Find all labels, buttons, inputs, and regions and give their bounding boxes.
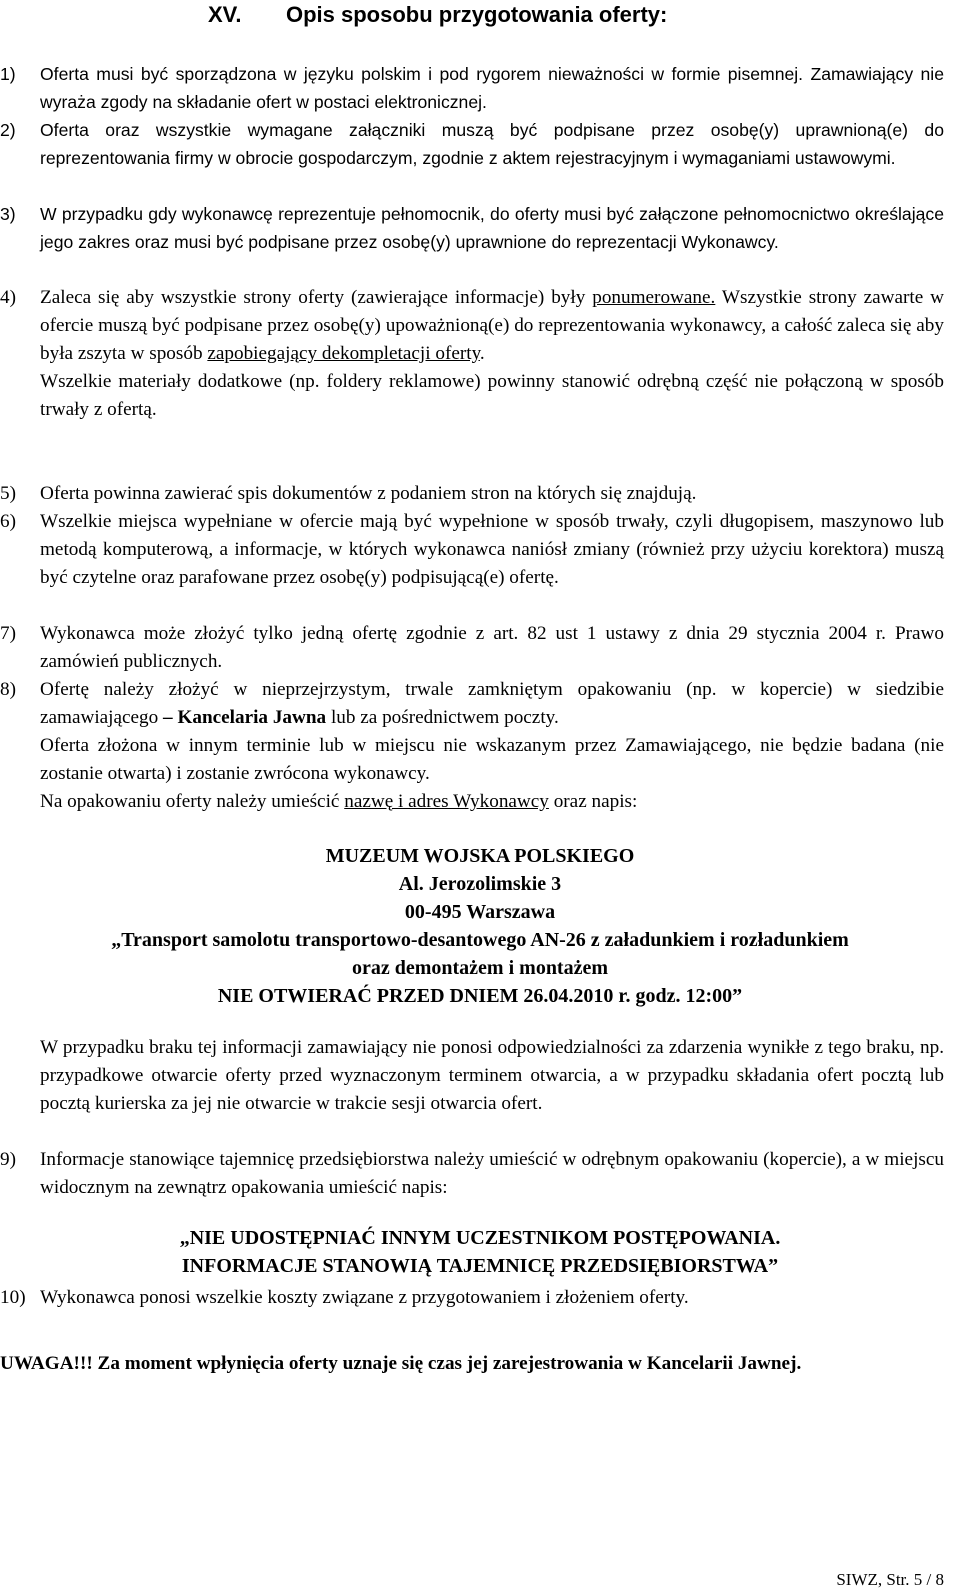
- warning-note: UWAGA!!! Za moment wpłynięcia oferty uznaje się czas jej zarejestrowania w Kancelarii Jawnej.: [0, 1353, 802, 1374]
- envelope-line: „Transport samolotu transportowo-desantowego AN-26 z załadunkiem i rozładunkiem: [111, 929, 849, 951]
- list-item-9: 9) Informacje stanowiące tajemnicę przedsiębiorstwa należy umieścić w odrębnym opakowaniu (kopercie), a w miejscu widocznym na zewnątrz opakowania umieścić napis:: [0, 1146, 944, 1202]
- list-item-text: Oferta musi być sporządzona w języku polskim i pod rygorem nieważności w formie pisemnej. Zamawiający nie wyraża zgody na składanie ofert w postaci elektronicznej.: [40, 64, 944, 112]
- list-item-6: 6) Wszelkie miejsca wypełniane w ofercie mają być wypełnione w sposób trwały, czyli długopisem, maszynowo lub metodą komputerową, a informacje, w których wykonawca naniósł zmiany (również przy użyciu korektora) muszą być czytelne oraz parafowane przez osobę(y) podpisującą(e) ofertę.: [0, 508, 944, 592]
- list-item-text: W przypadku gdy wykonawcę reprezentuje pełnomocnik, do oferty musi być załączone pełnomocnictwo określające jego zakres oraz musi być podpisane przez osobę(y) uprawnione do reprezentacji Wykonawcy.: [40, 204, 944, 252]
- list-item-paragraph: Na opakowaniu oferty należy umieścić nazwę i adres Wykonawcy oraz napis:: [40, 791, 638, 812]
- list-item-3: 3) W przypadku gdy wykonawcę reprezentuje pełnomocnik, do oferty musi być załączone pełnomocnictwo określające jego zakres oraz musi być podpisane przez osobę(y) uprawnione do reprezentacji Wykonawcy.: [0, 200, 944, 256]
- envelope-line: 00-495 Warszawa: [404, 901, 556, 923]
- section-title: Opis sposobu przygotowania oferty:: [286, 2, 668, 27]
- list-item-7: 7) Wykonawca może złożyć tylko jedną ofertę zgodnie z art. 82 ust 1 ustawy z dnia 29 stycznia 2004 r. Prawo zamówień publicznych.: [0, 620, 944, 676]
- list-item-text: Informacje stanowiące tajemnicę przedsiębiorstwa należy umieścić w odrębnym opakowaniu (kopercie), a w miejscu widocznym na zewnątrz opakowania umieścić napis:: [40, 1149, 944, 1198]
- list-item-paragraph: Oferta złożona w innym terminie lub w miejscu nie wskazanym przez Zamawiającego, nie będzie badana (nie zostanie otwarta) i zostanie zwrócona wykonawcy.: [40, 735, 944, 784]
- list-item-2: 2) Oferta oraz wszystkie wymagane załączniki muszą być podpisane przez osobę(y) uprawnioną(e) do reprezentowania firmy w obrocie gospodarczym, zgodnie z aktem rejestracyjnym i wymaganiami ustawowymi.: [0, 116, 944, 172]
- envelope-line: MUZEUM WOJSKA POLSKIEGO: [325, 845, 635, 867]
- list-item-text: Oferta powinna zawierać spis dokumentów z podaniem stron na których się znajdują.: [40, 483, 697, 504]
- page-footer: SIWZ, Str. 5 / 8: [836, 1570, 944, 1589]
- list-item-text: Zaleca się aby wszystkie strony oferty (zawierające informacje) były ponumerowane. Wszystkie strony zawarte w ofercie muszą być podpisane przez osobę(y) upoważnioną(e) do reprezentowania wykonawcy, a całość zaleca się aby była zszyta w sposób zapobiegający dekompletacji oferty.: [40, 287, 944, 364]
- envelope-line: NIE OTWIERAĆ PRZED DNIEM 26.04.2010 r. godz. 12:00”: [217, 985, 743, 1007]
- list-item-8: 8) Ofertę należy złożyć w nieprzejrzystym, trwale zamkniętym opakowaniu (np. w kopercie) w siedzibie zamawiającego – Kancelaria Jawna lub za pośrednictwem poczty. Oferta złożona w innym terminie lub w miejscu nie wskazanym przez Zamawiającego, nie będzie badana (nie zostanie otwarta) i zostanie zwrócona wykonawcy. Na opakowaniu oferty należy umieścić nazwę i adres Wykonawcy oraz napis:: [0, 676, 944, 816]
- list-item-text: Ofertę należy złożyć w nieprzejrzystym, trwale zamkniętym opakowaniu (np. w kopercie) w siedzibie zamawiającego – Kancelaria Jawna lub za pośrednictwem poczty.: [40, 679, 944, 728]
- section-number: XV.: [208, 2, 242, 27]
- list-item-text: Wykonawca ponosi wszelkie koszty związane z przygotowaniem i złożeniem oferty.: [40, 1287, 689, 1308]
- list-item-4: 4) Zaleca się aby wszystkie strony oferty (zawierające informacje) były ponumerowane. Wszystkie strony zawarte w ofercie muszą być podpisane przez osobę(y) upoważnioną(e) do reprezentowania wykonawcy, a całość zaleca się aby była zszyta w sposób zapobiegający dekompletacji oferty. Wszelkie materiały dodatkowe (np. foldery reklamowe) powinny stanowić odrębną część nie połączoną w sposób trwały z ofertą.: [0, 284, 944, 424]
- list-item-paragraph: Wszelkie materiały dodatkowe (np. foldery reklamowe) powinny stanowić odrębną część nie połączoną w sposób trwały z ofertą.: [40, 371, 944, 420]
- envelope-line: oraz demontażem i montażem: [351, 957, 609, 979]
- list-item-text: Wszelkie miejsca wypełniane w ofercie mają być wypełnione w sposób trwały, czyli długopisem, maszynowo lub metodą komputerową, a informacje, w których wykonawca naniósł zmiany (również przy użyciu korektora) muszą być czytelne oraz parafowane przez osobę(y) podpisującą(e) ofertę.: [40, 511, 944, 588]
- confidential-label: [0, 1224, 960, 1280]
- envelope-line: Al. Jerozolimskie 3: [398, 873, 562, 895]
- confidential-line: INFORMACJE STANOWIĄ TAJEMNICĘ PRZEDSIĘBIORSTWA”: [181, 1255, 779, 1277]
- envelope-label: [0, 842, 960, 1010]
- list-item-10: 10) Wykonawca ponosi wszelkie koszty związane z przygotowaniem i złożeniem oferty.: [0, 1284, 944, 1312]
- list-item-1: 1) Oferta musi być sporządzona w języku polskim i pod rygorem nieważności w formie pisemnej. Zamawiający nie wyraża zgody na składanie ofert w postaci elektronicznej.: [0, 60, 944, 116]
- section-heading: [208, 0, 667, 30]
- list-item-text: Wykonawca może złożyć tylko jedną ofertę zgodnie z art. 82 ust 1 ustawy z dnia 29 stycznia 2004 r. Prawo zamówień publicznych.: [40, 623, 944, 672]
- list-item-text: Oferta oraz wszystkie wymagane załączniki muszą być podpisane przez osobę(y) uprawnioną(e) do reprezentowania firmy w obrocie gospodarczym, zgodnie z aktem rejestracyjnym i wymaganiami ustawowymi.: [40, 120, 944, 168]
- liability-note: W przypadku braku tej informacji zamawiający nie ponosi odpowiedzialności za zdarzenia wynikłe z tego braku, np. przypadkowe otwarcie oferty przed wyznaczonym terminem otwarcia, a w przypadku składania ofert pocztą lub pocztą kurierska za jej nie otwarcie w trakcie sesji otwarcia ofert.: [40, 1037, 944, 1114]
- confidential-line: „NIE UDOSTĘPNIAĆ INNYM UCZESTNIKOM POSTĘPOWANIA.: [179, 1227, 781, 1249]
- list-item-5: 5) Oferta powinna zawierać spis dokumentów z podaniem stron na których się znajdują.: [0, 480, 944, 508]
